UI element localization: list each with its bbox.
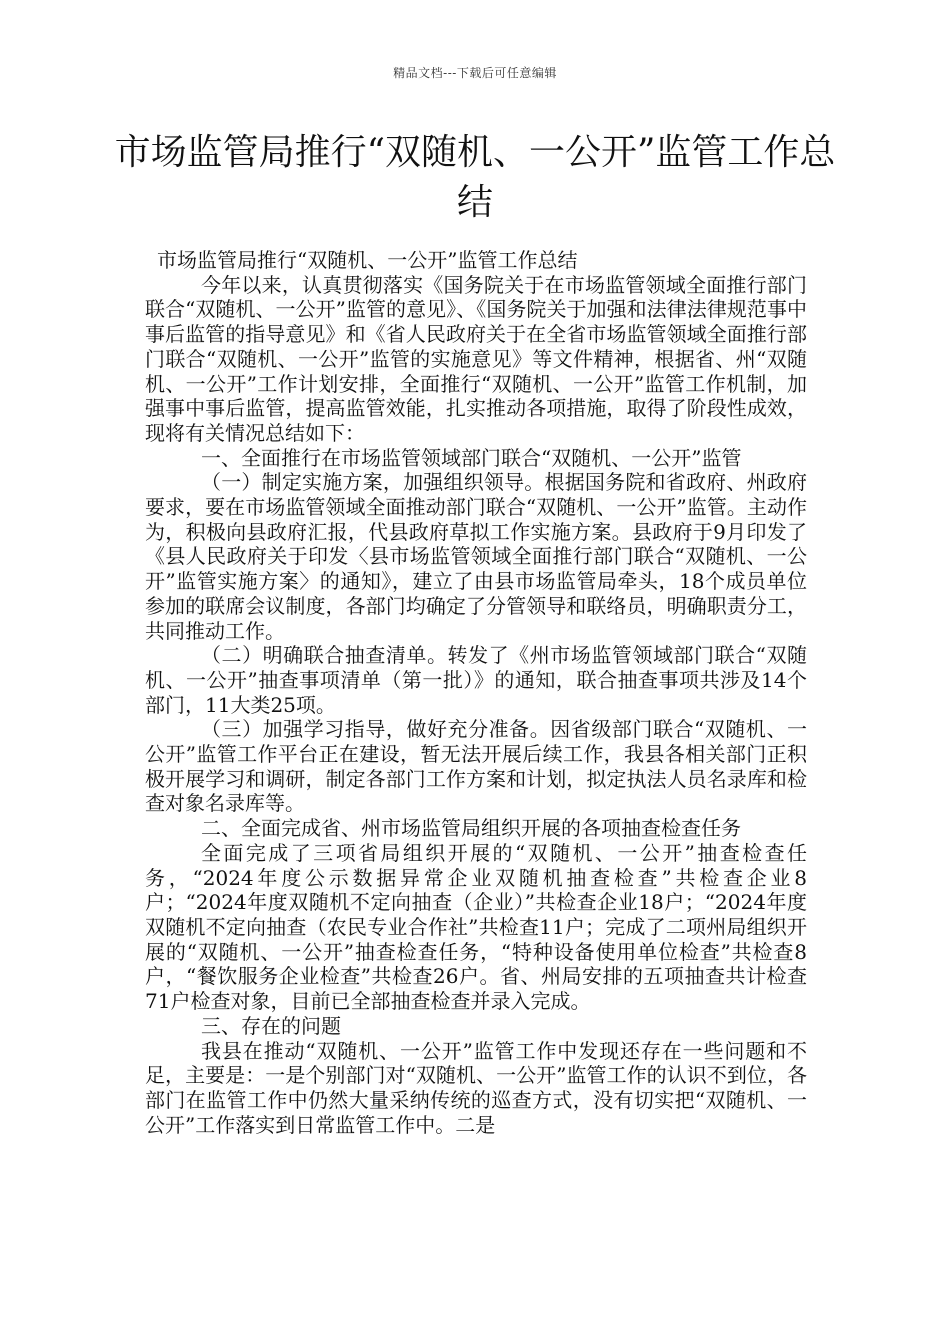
document-title: 市场监管局推行“双随机、一公开”监管工作总结 bbox=[114, 132, 836, 223]
paragraph-1-2: （二）明确联合抽查清单。转发了《州市场监管领域部门联合“双随机、一公开”抽查事项清单（第一批）》的通知，联合抽查事项共涉及14个部门，11大类25项。 bbox=[145, 643, 807, 717]
paragraph-1-3: （三）加强学习指导，做好充分准备。因省级部门联合“双随机、一公开”监管工作平台正在建设，暂无法开展后续工作，我县各相关部门正积极开展学习和调研，制定各部门工作方案和计划，拟定执法人员名录库和检查对象名录库等。 bbox=[145, 717, 807, 816]
page-header-note: 精品文档---下载后可任意编辑 bbox=[393, 66, 557, 80]
paragraph-2-1: 全面完成了三项省局组织开展的“双随机、一公开”抽查检查任务，“2024年度公示数据异常企业双随机抽查检查”共检查企业8户；“2024年度双随机不定向抽查（企业）”共检查企业18户；“2024年度双随机不定向抽查（农民专业合作社”共检查11户；完成了二项州局组织开展的“双随机、一公开”抽查检查任务，“特种设备使用单位检查”共检查8户，“餐饮服务企业检查”共检查26户。省、州局安排的五项抽查共计检查71户检查对象，目前已全部抽查检查并录入完成。 bbox=[145, 840, 807, 1014]
paragraph-1-1: （一）制定实施方案，加强组织领导。根据国务院和省政府、州政府要求，要在市场监管领域全面推动部门联合“双随机、一公开”监管。主动作为，积极向县政府汇报，代县政府草拟工作实施方案。县政府于9月印发了《县人民政府关于印发〈县市场监管领域全面推行部门联合“双随机、一公开”监管实施方案〉的通知》，建立了由县市场监管局牵头，18个成员单位参加的联席会议制度，各部门均确定了分管领导和联络员，明确职责分工，共同推动工作。 bbox=[145, 470, 807, 643]
paragraph-intro: 今年以来，认真贯彻落实《国务院关于在市场监管领域全面推行部门联合“双随机、一公开”监管的意见》、《国务院关于加强和法律法律规范事中事后监管的指导意见》和《省人民政府关于在全省市场监管领域全面推行部门联合“双随机、一公开”监管的实施意见》等文件精神，根据省、州“双随机、一公开”工作计划安排，全面推行“双随机、一公开”监管工作机制，加强事中事后监管，提高监管效能，扎实推动各项措施，取得了阶段性成效，现将有关情况总结如下： bbox=[145, 272, 807, 445]
document-body bbox=[145, 248, 807, 1137]
paragraph-3-1: 我县在推动“双随机、一公开”监管工作中发现还存在一些问题和不足，主要是：一是个别部门对“双随机、一公开”监管工作的认识不到位，各部门在监管工作中仍然大量采纳传统的巡查方式，没有切实把“双随机、一公开”工作落实到日常监管工作中。二是 bbox=[145, 1038, 807, 1137]
section-heading-3: 三、存在的问题 bbox=[201, 1013, 341, 1038]
document-subtitle: 市场监管局推行“双随机、一公开”监管工作总结 bbox=[157, 248, 578, 272]
section-heading-2: 二、全面完成省、州市场监管局组织开展的各项抽查检查任务 bbox=[201, 816, 741, 841]
section-heading-1: 一、全面推行在市场监管领域部门联合“双随机、一公开”监管 bbox=[201, 445, 742, 470]
